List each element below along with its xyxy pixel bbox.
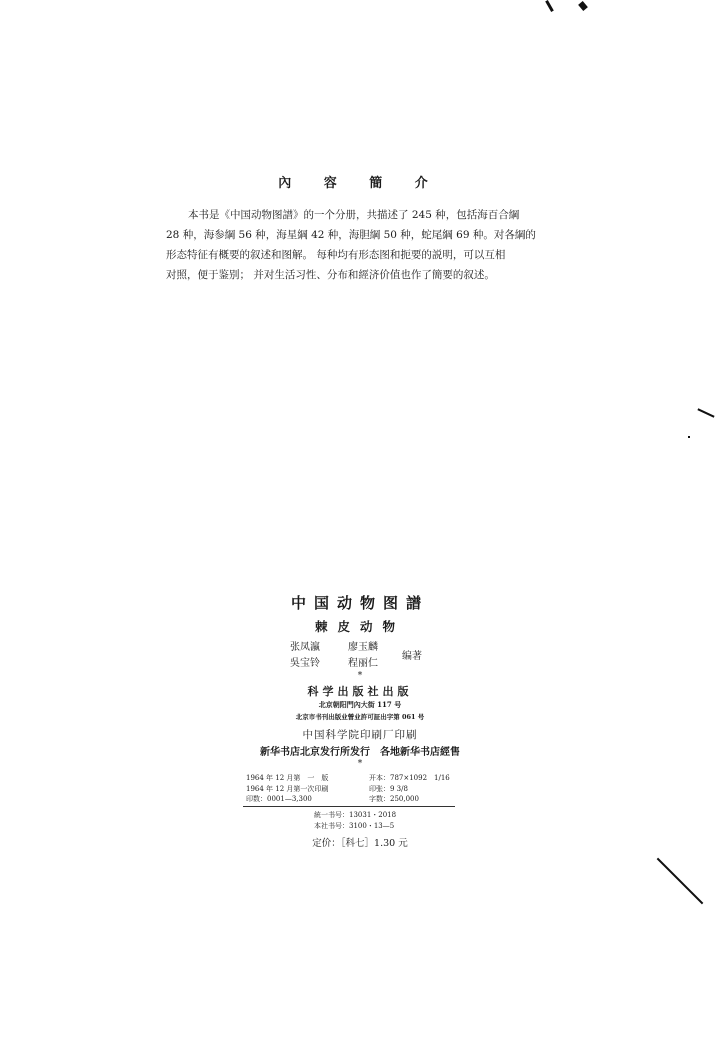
publishing-license: 北京市书刊出版业營业許可証出字第 061 号: [295, 713, 425, 721]
author-role: 编著: [402, 651, 422, 662]
scan-dot-right: [688, 436, 690, 438]
printer: 中国科学院印刷厂印刷: [302, 729, 418, 741]
author-name: 廖玉麟: [348, 642, 378, 653]
authors-block: [290, 638, 440, 672]
edition-info: [246, 773, 328, 805]
summary-line: 对照，便于鉴别； 并对生活习性、分布和經济价值也作了簡要的叙述。: [166, 269, 495, 281]
unified-book-number: 統一书号：13031・2018: [314, 811, 397, 819]
format-line: 字数：250,000: [369, 795, 419, 803]
book-subtitle: 棘皮动物: [314, 619, 405, 634]
summary-title: 內 容 簡 介: [278, 176, 442, 191]
separator-star: *: [357, 671, 363, 681]
scan-mark-top: [545, 0, 554, 12]
format-line: 印张：9 3/8: [369, 784, 408, 793]
author-name: 张凤瀛: [290, 642, 320, 653]
divider-rule: [243, 806, 455, 807]
book-codes: [314, 810, 396, 832]
publisher-address: 北京朝阳門內大街 117 号: [318, 700, 402, 709]
scan-line-bottom-right: [657, 858, 704, 905]
book-title: 中国动物图譜: [290, 594, 429, 612]
summary-line: 本书是《中国动物图譜》的一个分册，共描述了 245 种，包括海百合綱: [188, 209, 520, 221]
edition-line: 1964 年 12 月第 一 版: [246, 774, 329, 782]
scan-mark-top-right: [578, 1, 588, 11]
publisher: 科学出版社出版: [307, 685, 413, 698]
summary-line: 形态特征有概要的叙述和图解。 每种均有形态图和扼要的説明，可以互相: [166, 249, 506, 261]
format-info: [369, 773, 450, 805]
publisher-book-number: 本社书号：3100・13—5: [314, 822, 395, 830]
author-name: 吳宝铃: [290, 658, 320, 669]
format-line: 开本：787×1092 1/16: [369, 774, 450, 782]
edition-line: 1964 年 12 月第一次印刷: [246, 784, 329, 793]
price: 定价：［科七］1.30 元: [312, 838, 408, 849]
scan-mark-right: [697, 408, 714, 417]
author-name: 程丽仁: [348, 658, 378, 669]
summary-body: [166, 205, 558, 285]
distributor: 新华书店北京发行所发行 各地新华书店經售: [260, 747, 460, 758]
separator-star: *: [357, 759, 363, 769]
summary-line: 28 种，海参綱 56 种，海星綱 42 种，海胆綱 50 种，蛇尾綱 69 种。对各綱的: [166, 229, 536, 241]
edition-line: 印数：0001—3,300: [246, 795, 312, 803]
